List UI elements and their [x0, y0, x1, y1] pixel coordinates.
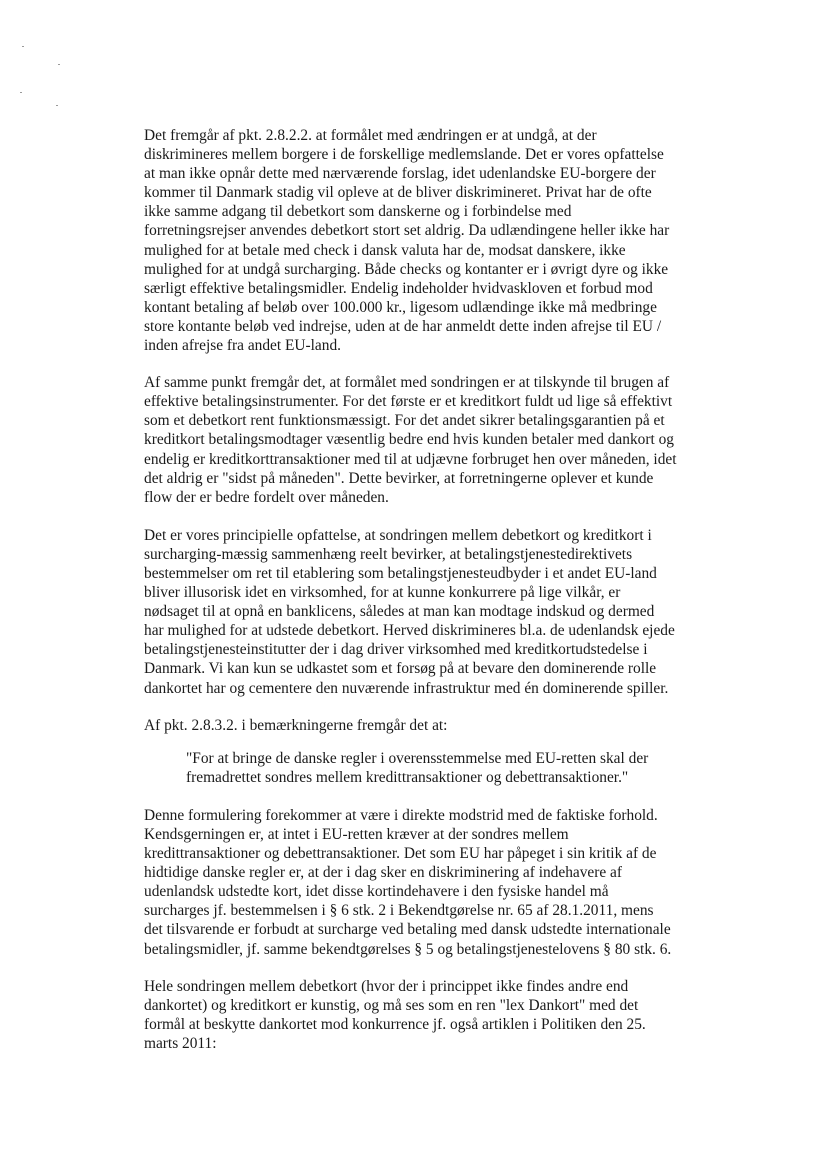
text-line: har mulighed for at udstede debetkort. Herved diskrimineres bl.a. de udenlandsk ejede [144, 622, 675, 640]
text-line: bliver illusorisk idet en virksomhed, for at kunne konkurrere på lige vilkår, er [144, 584, 621, 602]
text-line: Af samme punkt fremgår det, at formålet med sondringen er at tilskynde til brugen af [144, 374, 670, 392]
text-line: Kendsgerningen er, at intet i EU-retten kræver at der sondres mellem [144, 826, 569, 843]
text-line: at man ikke opnår dette med nærværende forslag, idet udenlandske EU-borgere der [144, 165, 656, 183]
text-line: effektive betalingsinstrumenter. For det første er et kreditkort fuldt ud lige så effektivt [144, 393, 673, 411]
text-line: mulighed for at betale med check i dansk valuta har de, modsat danskere, ikke [144, 241, 626, 259]
text-line: forretningsrejser anvendes debetkort stort set aldrig. Da udlændingene heller ikke har [144, 222, 670, 240]
paragraph-2 [144, 373, 724, 507]
text-line: dankortet) og kreditkort er kunstig, og må ses som en ren "lex Dankort" med det [144, 996, 639, 1014]
scan-speck [20, 92, 22, 93]
text-line: særligt effektive betalingsmidler. Endelig indeholder hvidvaskloven et forbud mod [144, 279, 653, 297]
text-line: endelig er kreditkorttransaktioner med til at udjævne forbruget hen over måneden, idet [144, 450, 677, 468]
text-line: Hele sondringen mellem debetkort (hvor der i princippet ikke findes andre end [144, 977, 629, 995]
text-line: udenlandsk udstedte kort, idet disse kortindehavere i den fysiske handel må [144, 883, 609, 901]
text-line: Af pkt. 2.8.3.2. i bemærkningerne fremgår det at: [144, 716, 448, 734]
text-line: dankortet har og cementere den nuværende infrastruktur med én dominerende spiller. [144, 679, 669, 697]
text-line: formål at beskytte dankortet mod konkurrence jf. også artiklen i Politiken den 25. [144, 1015, 646, 1033]
text-line: Danmark. Vi kan kun se udkastet som et forsøg på at bevare den dominerende rolle [144, 660, 657, 678]
text-line: kredittransaktioner og debettransaktioner. Det som EU har påpeget i sin kritik af de [144, 845, 657, 863]
paragraph-5 [144, 806, 724, 959]
quote-line: "For at bringe de danske regler i overensstemmelse med EU-retten skal der [186, 749, 649, 767]
text-line: betalingstjenesteinstitutter der i dag driver virksomhed med kreditkortudstedelse i [144, 641, 648, 659]
paragraph-6 [144, 977, 724, 1053]
scan-speck [56, 105, 58, 106]
text-line: store kontante beløb ved indrejse, uden at de har anmeldt dette inden afrejse til EU / [144, 317, 662, 335]
document-body [144, 126, 724, 1072]
text-line: hidtidige danske regler er, at der i dag sker en diskriminering af indehavere af [144, 864, 623, 882]
text-line: kommer til Danmark stadig vil opleve at de bliver diskrimineret. Privat har de ofte [144, 184, 652, 202]
scan-speck [58, 64, 60, 65]
text-line: ikke samme adgang til debetkort som danskerne og i forbindelse med [144, 203, 572, 221]
paragraph-1 [144, 126, 724, 355]
paragraph-4 [144, 716, 724, 735]
text-line: kreditkort betalingsmodtager væsentlig bedre end hvis kunden betaler med dankort og [144, 431, 674, 449]
text-line: som et debetkort rent funktionsmæssigt. For det andet sikrer betalingsgarantien på et [144, 412, 665, 430]
scan-speck [22, 46, 24, 47]
text-line: det tilsvarende er forbudt at surcharge ved betaling med dansk udstedte internationale [144, 921, 671, 939]
text-line: Det fremgår af pkt. 2.8.2.2. at formålet med ændringen er at undgå, at der [144, 127, 597, 144]
text-line: det aldrig er "sidst på måneden". Dette bevirker, at forretningerne oplever et kunde [144, 469, 654, 487]
text-line: surcharging-mæssig sammenhæng reelt bevirker, at betalingstjenestedirektivets [144, 545, 633, 563]
text-line: marts 2011: [144, 1034, 217, 1052]
block-quote [186, 749, 746, 787]
quote-line: fremadrettet sondres mellem kredittransaktioner og debettransaktioner." [186, 768, 629, 786]
text-line: flow der er bedre fordelt over måneden. [144, 488, 389, 506]
paragraph-3 [144, 526, 724, 698]
text-line: nødsaget til at opnå en banklicens, således at man kan modtage indskud og dermed [144, 603, 655, 621]
text-line: betalingsmidler, jf. samme bekendtgørelses § 5 og betalingstjenestelovens § 80 stk. 6. [144, 940, 672, 958]
text-line: Det er vores principielle opfattelse, at sondringen mellem debetkort og kreditkort i [144, 526, 652, 544]
text-line: bestemmelser om ret til etablering som betalingstjenesteudbyder i et andet EU-land [144, 564, 657, 582]
text-line: kontant betaling af beløb over 100.000 kr., ligesom udlændinge ikke må medbringe [144, 298, 657, 316]
text-line: inden afrejse fra andet EU-land. [144, 337, 341, 355]
text-line: mulighed for at undgå surcharging. Både checks og kontanter er i øvrigt dyre og ikke [144, 260, 669, 278]
text-line: Denne formulering forekommer at være i direkte modstrid med de faktiske forhold. [144, 806, 658, 824]
text-line: surcharges jf. bestemmelsen i § 6 stk. 2 i Bekendtgørelse nr. 65 af 28.1.2011, mens [144, 902, 654, 920]
text-line: diskrimineres mellem borgere i de forskellige medlemslande. Det er vores opfattelse [144, 146, 664, 164]
